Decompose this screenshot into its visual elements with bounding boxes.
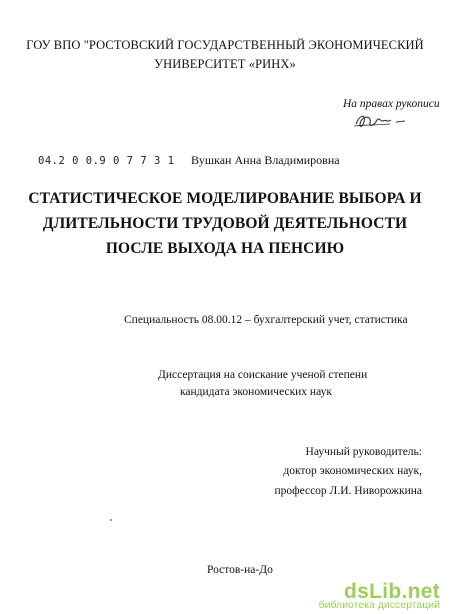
signature-icon: [352, 110, 422, 132]
dissertation-line-2: кандидата экономических наук: [180, 386, 332, 398]
institution-line-2: УНИВЕРСИТЕТ «РИНХ»: [154, 57, 296, 71]
title-line-2: ДЛИТЕЛЬНОСТИ ТРУДОВОЙ ДЕЯТЕЛЬНОСТИ: [42, 215, 408, 232]
supervisor-line-1: Научный руководитель:: [305, 446, 422, 458]
supervisor-line-2: доктор экономических наук,: [283, 465, 422, 477]
institution-line-1: ГОУ ВПО "РОСТОВСКИЙ ГОСУДАРСТВЕННЫЙ ЭКОНОМИЧЕСКИЙ: [26, 38, 424, 52]
author-name: Вушкан Анна Владимировна: [191, 153, 340, 167]
scan-speck: [110, 519, 112, 521]
city: Ростов-на-До: [207, 564, 273, 576]
title-line-3: ПОСЛЕ ВЫХОДА НА ПЕНСИЮ: [105, 240, 345, 257]
rights-note: На правах рукописи: [343, 98, 440, 110]
specialty: Специальность 08.00.12 – бухгалтерский учет, статистика: [124, 314, 408, 326]
supervisor-line-3: профессор Л.И. Ниворожкина: [274, 485, 422, 497]
watermark: [268, 580, 444, 610]
title-line-1: СТАТИСТИЧЕСКОЕ МОДЕЛИРОВАНИЕ ВЫБОРА И: [28, 190, 422, 207]
dissertation-line-1: Диссертация на соискание ученой степени: [158, 369, 368, 381]
registration-number: 04.2 0 0.9 0 7 7 3 1: [38, 155, 175, 167]
watermark-logo: dsLib.net: [343, 580, 440, 603]
watermark-subtitle: библиотека диссертаций: [318, 599, 440, 611]
